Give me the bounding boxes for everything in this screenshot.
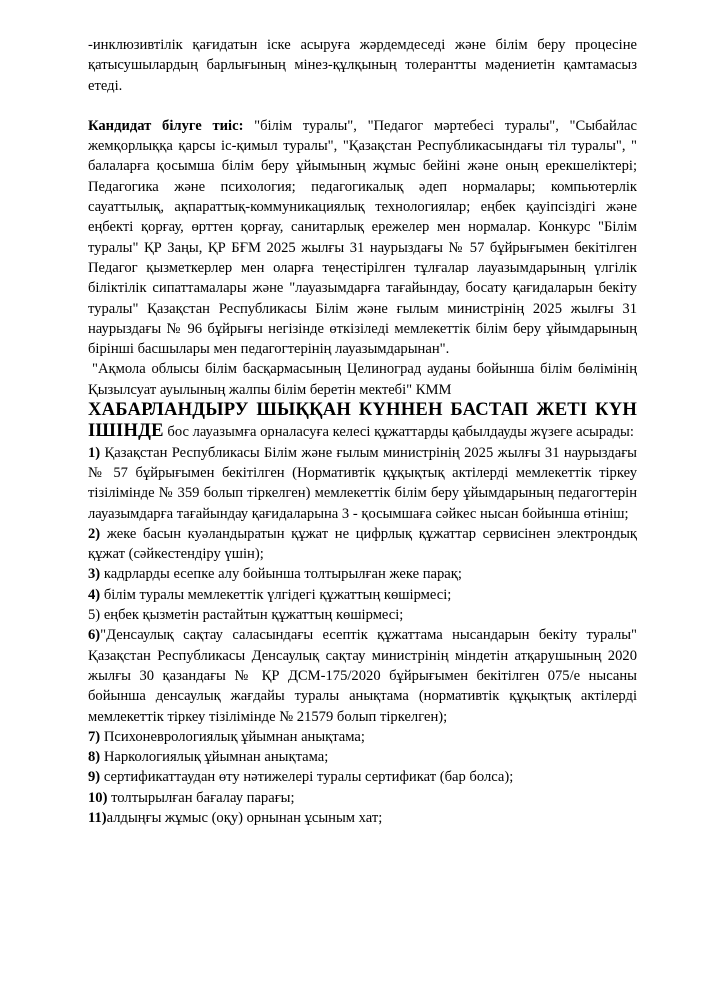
document-list-item — [88, 524, 637, 565]
document-list-item — [88, 443, 637, 524]
intro-paragraph: -инклюзивтілік қағидатын іске асыруға жәрдемдеседі және білім беру процесіне қатысушылардың барлығының мінез-құлқының толерантты мәдениетін қамтамасыз етеді. — [88, 37, 637, 94]
list-item-text: Қазақстан Республикасы Білім және ғылым министрінің 2025 жылғы 31 наурыздағы № 57 бұйрығымен бекітілген (Нормативтік құқықтық актілерді мемлекеттік тіркеу тізілімінде № 359 болып тіркелген) мемлекеттік білім беру ұйымдарының педагогтерін лауазымдарға тағайындау қағидаларына 3 - қосымшаға сәйкес нысан бойынша өтініш; — [88, 444, 637, 522]
list-number: 1) — [88, 444, 101, 461]
list-item-text: жеке басын куәландыратын құжат не цифрлық құжаттар сервисінен электрондық құжат (сәйкестендіру үшін); — [88, 525, 637, 563]
requirements-text: "білім туралы", "Педагог мәртебесі туралы", "Сыбайлас жемқорлыққа қарсы іс-қимыл туралы", "Қазақстан Республикасындағы тіл туралы", " балаларға қосымша білім беру ұйымының жұмыс бейіні және оның ерекшеліктері; Педагогика және психология; педагогикалық әдеп нормалары; компьютерлік сауаттылық, ақпараттық-коммуникациялық технологиялар; еңбек қауіпсіздігі және еңбекті қорғау, өрттен қорғау, санитарлық ережелер мен нормалар. Конкурс "Білім туралы" ҚР Заңы, ҚР БҒМ 2025 жылғы 31 наурыздағы № 57 бұйрығымен бекітілген Педагог қызметкерлер мен оларға теңестірілген тұлғалар лауазымдарының үлгілік біліктілік сипаттамалары және "лауазымдарға тағайындау, босату қағидаларын бекіту туралы" Қазақстан Республикасы Білім және ғылым министрінің 2025 жылғы 31 наурыздағы № 96 бұйрығы негізінде өткізіледі мемлекеттік білім беру ұйымдарының бірінші басшылары мен педагогтерінің лауазымдарынан". — [88, 117, 637, 358]
list-number: 2) — [88, 525, 101, 542]
list-number: 10) — [88, 789, 108, 806]
announcement-paragraph — [88, 400, 637, 443]
document-list-item — [88, 585, 637, 605]
document-list-item — [88, 747, 637, 767]
list-item-text: Психоневрологиялық ұйымнан анықтама; — [100, 728, 365, 745]
document-list-item — [88, 625, 637, 726]
announcement-text: бос лауазымға орналасуға келесі құжаттарды қабылдауды жүзеге асырады: — [163, 424, 634, 441]
list-item-text: "Денсаулық сақтау саласындағы есептік құжаттама нысандарын бекіту туралы" Қазақстан Республикасы Денсаулық сақтау министрінің міндетін атқарушының 2020 жылғы 30 қазандағы № ҚР ДСМ-175/2020 бұйрығымен бекітілген 075/е нысаны бойынша денсаулық жағдайы туралы анықтама (нормативтік құқықтық актілерді мемлекеттік тіркеу тізілімінде № 21579 болып тіркелген); — [88, 627, 637, 725]
list-item-text: алдыңғы жұмыс (оқу) орнынан ұсыным хат; — [106, 809, 383, 826]
list-item-text: кадрларды есепке алу бойынша толтырылған жеке парақ; — [100, 566, 462, 583]
list-number: 4) — [88, 586, 101, 603]
list-item-text: еңбек қызметін растайтын құжаттың көшірмесі; — [100, 607, 404, 624]
list-number: 3) — [88, 566, 101, 583]
list-item-text: білім туралы мемлекеттік үлгідегі құжаттың көшірмесі; — [100, 586, 452, 603]
list-item-text: толтырылған бағалау парағы; — [107, 789, 295, 806]
document-list-item — [88, 727, 637, 747]
document-list-item — [88, 808, 637, 828]
document-list-item — [88, 767, 637, 787]
list-number: 5) — [88, 607, 101, 624]
document-body — [88, 35, 637, 828]
paragraph-spacer — [88, 96, 637, 116]
document-list-item — [88, 605, 637, 625]
document-list-item — [88, 788, 637, 808]
list-number: 11) — [88, 809, 107, 826]
requirements-paragraph — [88, 116, 637, 360]
list-number: 9) — [88, 769, 101, 786]
list-item-text: Наркологиялық ұйымнан анықтама; — [100, 749, 329, 766]
organization-paragraph: "Ақмола облысы білім басқармасының Целиноград ауданы бойынша білім бөлімінің Қызылсуат ауылының жалпы білім беретін мектебі" КММ — [88, 361, 637, 398]
list-number: 7) — [88, 728, 101, 745]
announcement-emphasis: ХАБАРЛАНДЫРУ ШЫҚҚАН КҮННЕН БАСТАП ЖЕТІ КҮН ІШІНДЕ — [88, 399, 637, 442]
list-item-text: сертификаттаудан өту нәтижелері туралы сертификат (бар болса); — [100, 769, 514, 786]
requirements-label: Кандидат білуге тиіс: — [88, 117, 244, 134]
list-number: 6) — [88, 627, 101, 644]
list-number: 8) — [88, 749, 101, 766]
document-list-item — [88, 564, 637, 584]
